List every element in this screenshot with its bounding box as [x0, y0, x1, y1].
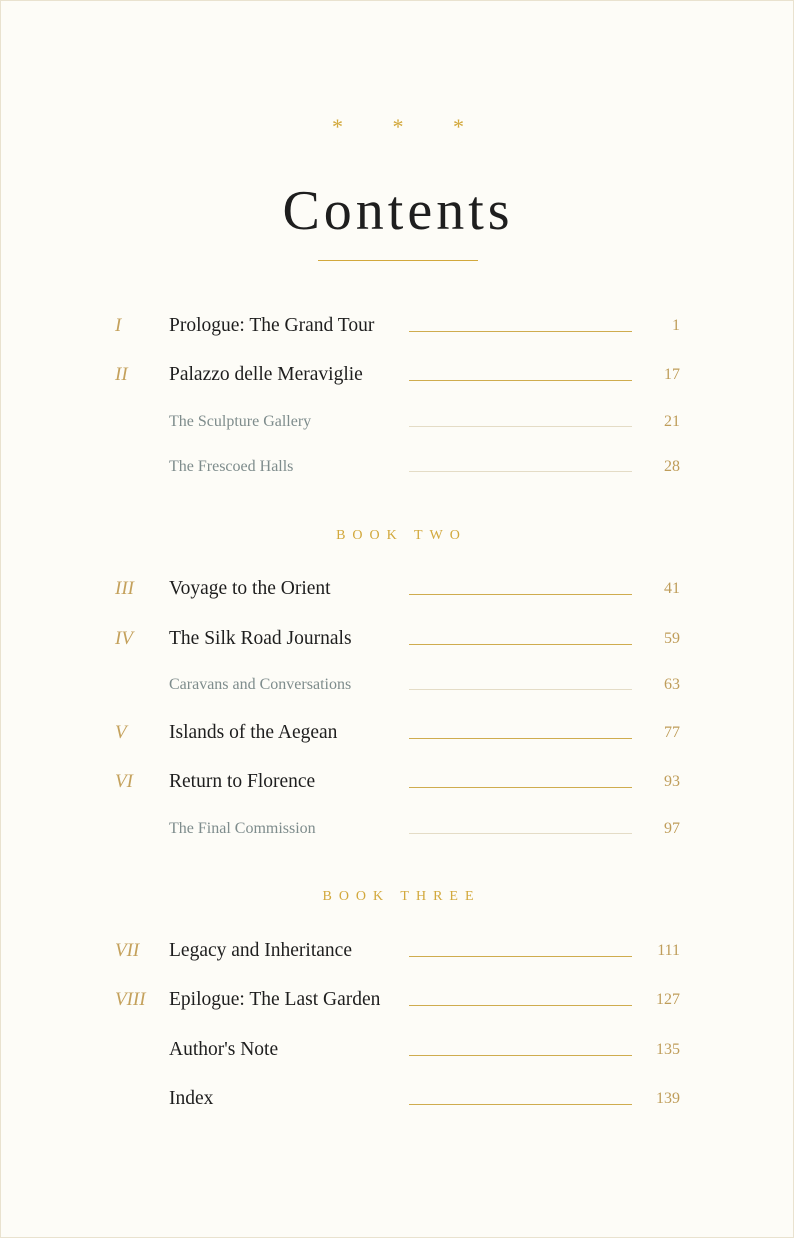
- chapter-title[interactable]: Index: [169, 1088, 214, 1109]
- chapter-title[interactable]: Voyage to the Orient: [169, 578, 331, 599]
- subsection-title[interactable]: Caravans and Conversations: [169, 676, 352, 693]
- page-number: 77: [664, 724, 680, 741]
- leader-line: [409, 833, 632, 834]
- toc-entry[interactable]: [1, 311, 794, 341]
- leader-line: [409, 594, 632, 595]
- asterism-ornament: * * *: [332, 114, 486, 139]
- title-divider: [318, 260, 478, 261]
- chapter-numeral: II: [115, 364, 128, 385]
- chapter-title[interactable]: Islands of the Aegean: [169, 722, 338, 743]
- leader-line: [409, 738, 632, 739]
- chapter-numeral: VII: [115, 940, 140, 961]
- chapter-title[interactable]: Author's Note: [169, 1039, 279, 1060]
- page-number: 59: [664, 630, 680, 647]
- page-number: 63: [664, 676, 680, 693]
- leader-line: [409, 380, 632, 381]
- toc-entry[interactable]: [1, 718, 794, 748]
- chapter-title[interactable]: Palazzo delle Meraviglie: [169, 364, 363, 385]
- chapter-numeral: VIII: [115, 989, 146, 1010]
- chapter-title[interactable]: The Silk Road Journals: [169, 628, 352, 649]
- toc-entry[interactable]: [1, 936, 794, 966]
- chapter-numeral: IV: [115, 628, 133, 649]
- leader-line: [409, 331, 632, 332]
- chapter-numeral: V: [115, 722, 127, 743]
- page-number: 17: [664, 366, 680, 383]
- chapter-title[interactable]: Prologue: The Grand Tour: [169, 315, 375, 336]
- page-number: 127: [656, 991, 680, 1008]
- subsection-title[interactable]: The Sculpture Gallery: [169, 413, 312, 430]
- toc-entry[interactable]: [1, 360, 794, 390]
- leader-line: [409, 956, 632, 957]
- page-title: Contents: [282, 180, 514, 242]
- page-number: 28: [664, 458, 680, 475]
- page-number: 97: [664, 820, 680, 837]
- chapter-numeral: I: [115, 315, 122, 336]
- leader-line: [409, 1005, 632, 1006]
- leader-line: [409, 787, 632, 788]
- chapter-title[interactable]: Return to Florence: [169, 771, 316, 792]
- page-number: 139: [656, 1090, 680, 1107]
- toc-subentry[interactable]: [1, 670, 794, 700]
- leader-line: [409, 426, 632, 427]
- section-heading-book-two: BOOK TWO: [336, 528, 467, 543]
- page-number: 21: [664, 413, 680, 430]
- leader-line: [409, 1104, 632, 1105]
- toc-entry[interactable]: [1, 1084, 794, 1114]
- page-number: 1: [672, 317, 680, 334]
- leader-line: [409, 1055, 632, 1056]
- chapter-title[interactable]: Legacy and Inheritance: [169, 940, 352, 961]
- toc-subentry[interactable]: [1, 407, 794, 437]
- toc-subentry[interactable]: [1, 452, 794, 482]
- page-number: 111: [657, 942, 680, 959]
- section-heading-book-three: BOOK THREE: [322, 889, 481, 904]
- toc-entry[interactable]: [1, 767, 794, 797]
- chapter-title[interactable]: Epilogue: The Last Garden: [169, 989, 381, 1010]
- toc-subentry[interactable]: [1, 814, 794, 844]
- page-number: 135: [656, 1041, 680, 1058]
- leader-line: [409, 471, 632, 472]
- toc-entry[interactable]: [1, 624, 794, 654]
- toc-entry[interactable]: [1, 985, 794, 1015]
- leader-line: [409, 689, 632, 690]
- toc-entry[interactable]: [1, 1035, 794, 1065]
- chapter-numeral: VI: [115, 771, 133, 792]
- toc-entry[interactable]: [1, 574, 794, 604]
- page-number: 93: [664, 773, 680, 790]
- leader-line: [409, 644, 632, 645]
- chapter-numeral: III: [115, 578, 134, 599]
- subsection-title[interactable]: The Frescoed Halls: [169, 458, 294, 475]
- subsection-title[interactable]: The Final Commission: [169, 820, 316, 837]
- page-number: 41: [664, 580, 680, 597]
